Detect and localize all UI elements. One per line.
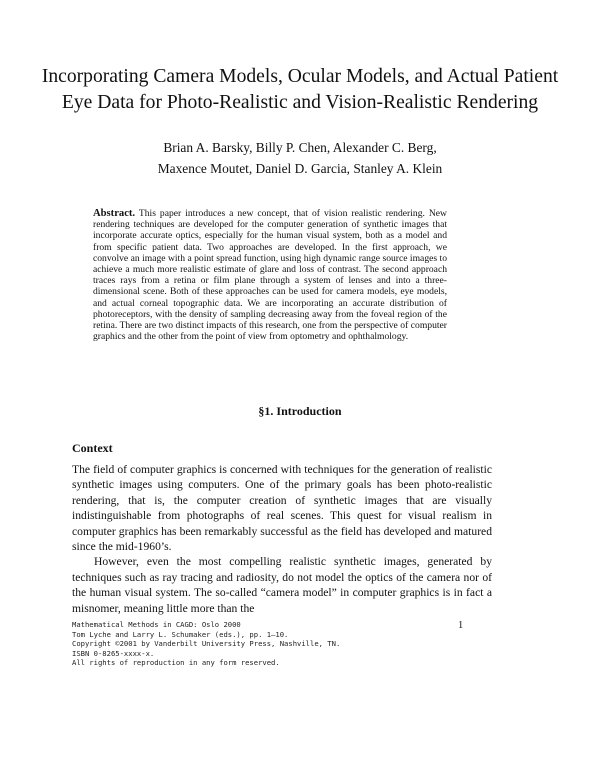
footer-line-4: ISBN 0-8265-xxxx-x. xyxy=(72,648,155,658)
paper-title xyxy=(0,64,600,116)
abstract-text: This paper introduces a new concept, that of vision realistic rendering. New rendering techniques are developed for the computer generation of synthetic images that incorporate accurate optics, especially for the human visual system, both as a model and from specific patient data. Two approaches are developed. In the first approach, we convolve an image with a point spread function, using high dynamic range source images to achieve a much more realistic estimate of glare and loss of contrast. The second approach traces rays from a retina or film plane through a system of lenses and into a three-dimensional scene. Both of these approaches can be used for camera models, eye models, and actual corneal topographic data. We are incorporating an accurate distribution of photoreceptors, with the density of sampling decreasing away from the foveal region of the retina. There are two distinct impacts of this research, one from the perspective of computer graphics and the other from the point of view from optometry and ophthalmology. xyxy=(93,208,447,343)
body-paragraph-2: However, even the most compelling realistic synthetic images, generated by techniques such as ray tracing and radiosity, do not model the optics of the camera nor of the human visual system. The so-called “camera model” in computer graphics is in fact a misnomer, meaning little more than the xyxy=(72,555,492,615)
authors-line-1: Brian A. Barsky, Billy P. Chen, Alexander C. Berg, xyxy=(163,140,437,155)
author-list xyxy=(0,137,600,179)
body-text xyxy=(72,462,492,616)
body-paragraph-1: The field of computer graphics is concerned with techniques for the generation of realistic synthetic images using computers. One of the primary goals has been photo-realistic rendering, that is, the computer creation of synthetic images that are visually indistinguishable from photographs of real scenes. This quest for visual realism in computer graphics has been remarkably successful as the field has developed and matured since the mid-1960’s. xyxy=(72,463,492,554)
subsection-heading: Context xyxy=(72,441,113,455)
authors-line-2: Maxence Moutet, Daniel D. Garcia, Stanley A. Klein xyxy=(157,161,443,176)
abstract xyxy=(93,208,447,342)
abstract-label: Abstract. xyxy=(93,208,136,219)
page-number: 1 xyxy=(458,620,464,631)
publication-footer xyxy=(72,620,492,668)
footer-line-2: Tom Lyche and Larry L. Schumaker (eds.), pp. 1–10. xyxy=(72,629,289,639)
footer-line-5: All rights of reproduction in any form reserved. xyxy=(72,658,280,668)
footer-line-1: Mathematical Methods in CAGD: Oslo 2000 xyxy=(72,620,241,629)
title-line-2: Eye Data for Photo-Realistic and Vision-Realistic Rendering xyxy=(61,92,539,113)
title-line-1: Incorporating Camera Models, Ocular Models, and Actual Patient xyxy=(41,66,559,87)
footer-line-3: Copyright ©2001 by Vanderbilt University Press, Nashville, TN. xyxy=(72,639,341,649)
section-heading: §1. Introduction xyxy=(258,404,342,418)
